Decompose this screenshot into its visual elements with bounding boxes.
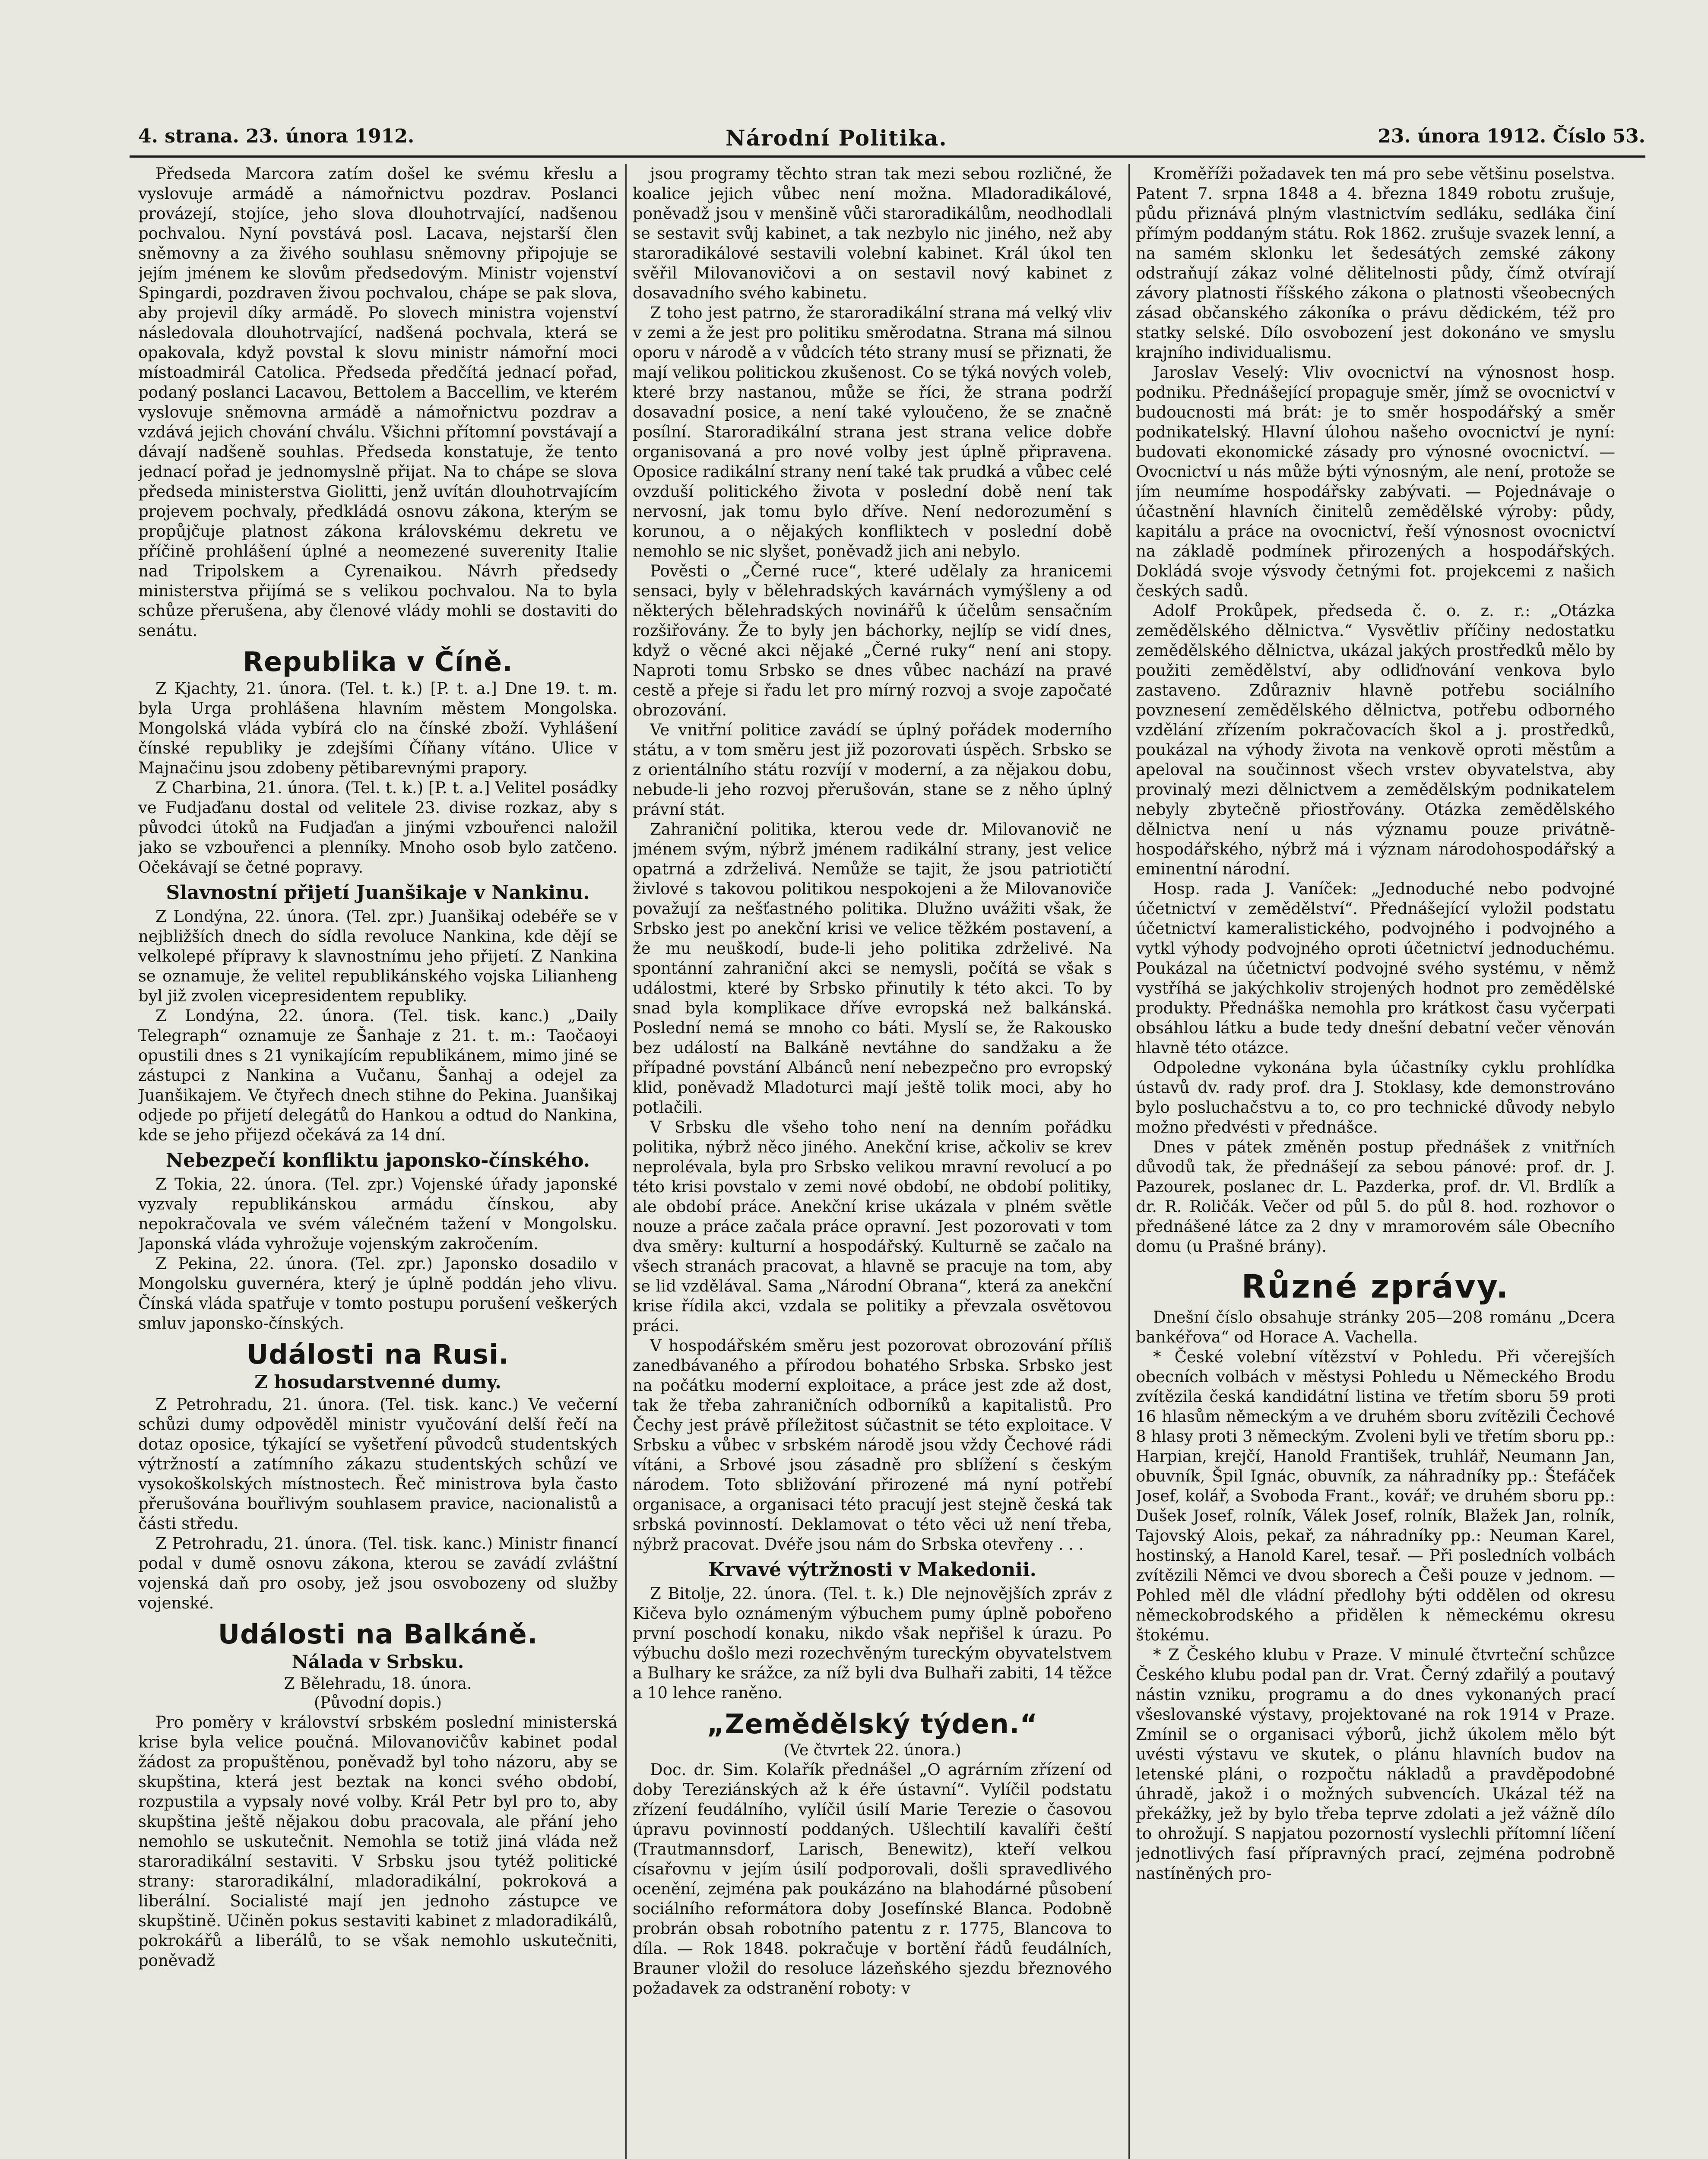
- article-paragraph: jsou programy těchto stran tak mezi sebou rozličné, že koalice jejich vůbec není možna. Mladoradikálové, poněvadž jsou v menšině vůči staroradikálům, neodhodlali se sestavit svůj kabinet, a tak nezbylo nic jiného, než aby staroradikálové sestavili volební kabinet. Král úkol ten svěřil Milovanovičovi a on sestavil nový kabinet z dosavadního svého kabinetu.: [633, 165, 1112, 302]
- page-header: [130, 125, 1645, 155]
- news-item: Z Pekina, 22. února. (Tel. zpr.) Japonsko dosadilo v Mongolsku guvernéra, který je úplně poddán jeho vlivu. Čínská vláda spatřuje v tomto postupu porušení veškerých smluv japonsko-čínských.: [138, 1254, 618, 1333]
- article-paragraph: Dnešní číslo obsahuje stránky 205—208 románu „Dcera bankéřova“ od Horace A. Vachella.: [1136, 1308, 1615, 1346]
- column-3: [1136, 164, 1615, 2159]
- article-paragraph: Zahraniční politika, kterou vede dr. Milovanovič ne jménem svým, nýbrž jménem radikální strany, jest velice opatrná a zdrželivá. Nemůže se tajit, že jsou patriotičtí živlové s takovou politikou nespokojeni a že Milovanoviče považují za nešťastného politika. Dlužno uvážiti však, že Srbsko jest po anekční krisi ve velice těžkém postavení, a že mu neuškodí, bude-li jeho politika zdrželivé. Na spontánní zahraniční akci se nemysli, počítá se však s událostmi, které by Srbsko přinutily k této akci. To by snad byla komplikace dříve evropská než balkánská. Poslední nemá se mnoho co báti. Myslí se, že Rakousko bez událostí na Balkáně nevtáhne do sandžaku a že případné povstání Albánců není nebezpečno pro evropský klid, poněvadž Mladoturci mají ještě tolik moci, aby ho potlačili.: [633, 820, 1112, 1117]
- article-paragraph: V hospodářském směru jest pozorovat obrozování příliš zanedbávaného a přírodou bohatého Srbska. Srbsko jest na počátku moderní exploitace, a práce jest zde až dost, tak že třeba zahraničních odborníků a kapitalistů. Pro Čechy jest právě příležitost súčastnit se této exploitace. V Srbsku a vůbec v srbském národě jsou vždy Čechové rádi vítáni, a Srbové jsou zásadně pro sblížení s českým národem. Toto sbližování přirozené má nyní potřebí organisace, a organisaci této pracují jest stejně česká tak srbská povinností. Deklamovat o této věci už není třeba, nýbrž pracovat. Dvéře jsou nám do Srbska otevřeny . . .: [633, 1336, 1112, 1554]
- article-paragraph: Kroměříži požadavek ten má pro sebe většinu poselstva. Patent 7. srpna 1848 a 4. března 1849 robotu zrušuje, půdu přiznává plným vlastnictvím sedláku, sedláka činí přímým poddaným státu. Rok 1862. zrušuje svazek lenní, a na samém sklonku let šedesátých zemské zákony odstraňují zákaz volné dělitelnosti půdy, čímž otvírají závory platnosti říšského zákona o platnosti všeobecných zásad občanského zákoníka o právu dědickém, též pro statky selské. Dílo osvobození jest dokonáno ve smyslu krajního individualismu.: [1136, 165, 1615, 362]
- news-item: Z Tokia, 22. února. (Tel. zpr.) Vojenské úřady japonské vyzvaly republikánskou armádu čínskou, aby nepokračovala ve svém válečném tažení v Mongolsku. Japonská vláda vyhrožuje vojenským zakročením.: [138, 1175, 618, 1253]
- article-paragraph: Pověsti o „Černé ruce“, které udělaly za hranicemi sensaci, byly v bělehradských kavárnách vymýšleny a od některých bělehradských novinářů k účelům sensačním rozšiřovány. Že to byly jen báchorky, nejlíp se vidí dnes, když o věcné akci nějaké „Černé ruky“ není ani stopy. Naproti tomu Srbsko se dnes vůbec nachází na pravé cestě a přeje si řadu let pro mírný rozvoj a svoje započaté obrozování.: [633, 562, 1112, 719]
- headline-agricultural-week: „Zemědělský týden.“: [707, 1708, 1038, 1740]
- article-paragraph: Hosp. rada J. Vaníček: „Jednoduché nebo podvojné účetnictví v zemědělství“. Přednášející vyložil podstatu účetnictví kameralistického, podvojného i podvojného a vytkl výhody podvojného oproti účetnictví jednoduchému. Poukázal na účetnictví podvojné svého systému, v němž vystříhá se jakýchkoliv strojených hodnot pro zemědělské produkty. Přednáška nemohla pro krátkost času vyčerpati obsáhlou látku a bude tedy dnešní debatní večer věnován hlavně této otázce.: [1136, 880, 1615, 1057]
- article-paragraph: Předseda Marcora zatím došel ke svému křeslu a vyslovuje armádě a námořnictvu pozdrav. Poslanci provázejí, stojíce, jeho slova dlouhotrvající, nadšenou pochvalou. Nyní povstává posl. Lacava, nejstarší člen sněmovny a za živého souhlasu sněmovny připojuje se jejím jménem ke slovům předsedovým. Ministr vojenství Spingardi, pozdraven živou pochvalou, chápe se pak slova, aby projevil díky armádě. Po slovech ministra vojenství následovala dlouhotrvající, nadšená pochvala, která se opakovala, když povstal k slovu ministr námořní moci místoadmirál Catolica. Předseda předčítá jednací pořad, podaný poslanci Lacavou, Bettolem a Baccellim, ve kterém vyslovuje sněmovna armádě a námořnictvu pozdrav a vzdává jejich chování chválu. Všichni přítomní povstávají a dávají nadšeně souhlas. Předseda konstatuje, že tento jednací pořad je jednomyslně přijat. Na to chápe se slova předseda ministerstva Giolitti, jenž uvítán dlouhotrvajícím projevem pochvaly, předkládá osnovu zákona, kterým se propůjčuje platnost zákona královskému dekretu ve příčině prohlášení úplné a neomezené suverenity Italie nad Tripolskem a Cyrenaikou. Návrh předsedy ministerstva přijímá se s velikou pochvalou. Na to byla schůze přerušena, aby členové vlády mohli se dostaviti do senátu.: [138, 165, 618, 640]
- newspaper-title: Národní Politika.: [726, 125, 947, 151]
- week-subtitle: (Ve čtvrtek 22. února.): [783, 1741, 961, 1759]
- column-divider: [625, 164, 627, 2159]
- subheadline-duma: Z hosudarstvenné dumy.: [254, 1371, 501, 1393]
- headline-various-news: Různé zprávy.: [1241, 1268, 1510, 1305]
- news-item: Z Charbina, 21. února. (Tel. t. k.) [P. t. a.] Velitel posádky ve Fudjaďanu dostal od velitele 23. divise rozkaz, aby s původci útoků na Fudjaďan a jinými vzbouřenci naložil jako se vzbouřenci a plenníky. Mnoho osob bylo zatčeno. Očekávají se četné popravy.: [138, 779, 618, 877]
- column-divider: [1128, 164, 1130, 2159]
- headline-nanking: Slavnostní přijetí Juanšikaje v Nankinu.: [166, 882, 590, 904]
- headline-japan-china-conflict: Nebezpečí konfliktu japonsko-čínského.: [165, 1149, 590, 1171]
- issue-date-number: 23. února 1912. Číslo 53.: [1378, 125, 1645, 147]
- article-paragraph: Adolf Prokůpek, předseda č. o. z. r.: „Otázka zemědělského dělnictva.“ Vysvětliv příčiny nedostatku zemědělského dělnictva, ukázal jakých prostředků mělo by použiti zemědělství, aby odliďnování venkova bylo zastaveno. Zdůrazniv hlavně potřebu sociálního povznesení zemědělského dělnictva, potřebu odborného vzdělání zřízením pokračovacích škol a j. prostředků, poukázal na výhody života na venkově oproti městům a apeloval na součinnost všech vrstev obyvatelstva, aby provinalý mezi dělnictvem a zemědělským podnikatelem nebyly zbytečně přiostřovány. Otázka zemědělského dělnictva není u nás významu pouze privátně-hospodářského, nýbrž má i význam národohospodářský a eminentní národní.: [1136, 601, 1615, 878]
- page-number-date: 4. strana. 23. února 1912.: [138, 125, 415, 147]
- news-item: * České volební vítězství v Pohledu. Při včerejších obecních volbách v městysi Pohledu u Německého Brodu zvítězila česká kandidátní listina ve třetím sboru 59 proti 16 hlasům německým a ve druhém sboru zvítězili Čechové 8 hlasy proti 3 německým. Zvoleni byli ve třetím sboru pp.: Harpian, krejčí, Hanold František, truhlář, Neumann Jan, obuvník, Špil Ignác, obuvník, za náhradníky pp.: Štefáček Josef, kolář, a Svoboda Frant., kovář; ve druhém sboru pp.: Dušek Josef, rolník, Válek Josef, rolník, Blažek Jan, rolník, Tajovský Alois, pekař, za náhradníky pp.: Neuman Karel, hostinský, a Hanold Karel, tesař. — Při posledních volbách zvítězili Němci ve dvou sborech a Češi pouze v jednom. — Pohled měl dle vládní předlohy býti oddělen od okresu německobrodského a přidělen k německému okresu štokému.: [1136, 1348, 1615, 1644]
- news-item: Z Kjachty, 21. února. (Tel. t. k.) [P. t. a.] Dne 19. t. m. byla Urga prohlášena hlavním městem Mongolska. Mongolská vláda vybírá clo na čínské zboží. Vyhlášení čínské republiky je zdejšími Číňany vítáno. Ulice v Majnačinu jsou zdobeny pětibarevnými prapory.: [138, 679, 618, 777]
- news-item: Z Petrohradu, 21. února. (Tel. tisk. kanc.) Ministr financí podal v dumě osnovu zákona, kterou se zavádí zvláštní vojenská daň pro osoby, jež jsou osvobozeny od služby vojenské.: [138, 1534, 618, 1612]
- news-item: Z Bitolje, 22. února. (Tel. t. k.) Dle nejnovějších zpráv z Kičeva bylo oznámeným výbuchem pumy úplně pobořeno první poschodí konaku, nikdo však nepřišel k úrazu. Po výbuchu došlo mezi rozechvěným tureckým obyvatelstvem a Bulhary ke srážce, za níž byli dva Bulhaři zabiti, 14 těžce a 10 lehce raněno.: [633, 1584, 1112, 1702]
- article-paragraph: Dnes v pátek změněn postup přednášek z vnitřních důvodů tak, že přednášejí za sebou pánové: prof. dr. J. Pazourek, poslanec dr. L. Pazderka, prof. dr. Vl. Brdlík a dr. R. Roličák. Večer od půl 5. do půl 8. hod. rozhovor o přednášené látce za 2 dny v mramorovém sále Obecního domu (u Prašné brány).: [1136, 1138, 1615, 1256]
- header-rule: [130, 155, 1645, 158]
- column-2: [633, 164, 1112, 2159]
- article-paragraph: Odpoledne vykonána byla účastníky cyklu prohlídka ústavů dv. rady prof. dra J. Stoklasy, kde demonstrováno bylo posluchačstvu a to, co pro technické důvody nebylo možno předvésti v přednášce.: [1136, 1058, 1615, 1136]
- newspaper-page: [130, 117, 1645, 2159]
- article-paragraph: Pro poměry v království srbském poslední ministerská krise byla velice poučná. Milovanovičův kabinet podal žádost za propuštěnou, poněvadž byl toho názoru, aby se skupština, která jest beztak na konci svého období, rozpustila a vypsaly nové volby. Král Petr byl pro to, aby skupština ještě nějakou dobu pracovala, ale přání jeho nemohlo se uskutečnit. Nemohla se totiž jiná vláda než staroradikální sestaviti. V Srbsku jsou tytéž politické strany: staroradikální, mladoradikální, pokroková a liberální. Socialisté mají jen jednoho zástupce ve skupštině. Učiněn pokus sestaviti kabinet z mladoradikálů, pokrokářů a liberálů, to se však nemohlo uskutečniti, poněvadž: [138, 1713, 618, 1970]
- article-paragraph: V Srbsku dle všeho toho není na denním pořádku politika, nýbrž něco jiného. Anekční krise, ačkoliv se krev neprolévala, byla pro Srbsko velikou mravní revolucí a po této krisi povstalo v zemi nové období, ne období politiky, ale období práce. Anekční krise ukázala v plném světle nouze a práce začala práce opravní. Jest pozorovati v tom dva směry: kulturní a hospodářský. Kulturně se začalo na všech stranách pracovat, a hlavně se pracuje na tom, aby se lid vzdělával. Sama „Národní Obrana“, která za anekční krise řídila akci, vzdala se politiky a převzala osvětovou práci.: [633, 1118, 1112, 1335]
- column-1: [138, 164, 618, 2159]
- news-item: Z Londýna, 22. února. (Tel. zpr.) Juanšikaj odebéře se v nejbližších dnech do sídla revoluce Nankina, kde dějí se velkolepé přípravy k slavnostnímu jeho přijetí. Z Nankina se oznamuje, že velitel republikánského vojska Lilianheng byl již zvolen vicepresidentem republiky.: [138, 907, 618, 1005]
- news-item: Z Londýna, 22. února. (Tel. tisk. kanc.) „Daily Telegraph“ oznamuje ze Šanhaje z 21. t. m.: Taočaoyi opustili dnes s 21 vynikajícím republikánem, mimo jiné se zástupci z Nankina a Vučanu, Šanhaj a odejel za Juanšikajem. Ve čtyřech dnech stihne do Pekina. Juanšikaj odjede po přijetí delegátů do Hankou a odtud do Nankina, kde se jeho přijezd očekává za 14 dní.: [138, 1007, 618, 1144]
- subheadline-serbia: Nálada v Srbsku.: [292, 1651, 464, 1672]
- news-item: * Z Českého klubu v Praze. V minulé čtvrteční schůzce Českého klubu podal pan dr. Vrat. Černý zdařilý a poutavý nástin vzniku, programu a do dnes vykonaných prací všeslovanské výstavy, projektované na rok 1914 v Praze. Zmínil se o organisaci výborů, jichž úkolem mělo být uvésti výstavu ve skutek, o plánu hlavních budov na letenské pláni, o rozpočtu nákladů a pravděpodobné úhradě, jakož i o možných subvencích. Ukázal též na překážky, jež by bylo třeba teprve zdolati a jež vážně dílo to ohrožují. S napjatou pozorností vyslechli přítomní líčení jednotlivých fasí přípravných prací, zejména podrobně nastíněných pro-: [1136, 1646, 1615, 1883]
- dateline: Z Bělehradu, 18. února.: [284, 1675, 472, 1693]
- article-paragraph: Ve vnitřní politice zavádí se úplný pořádek moderního státu, a v tom směru jest již pozorovati úspěch. Srbsko se z orientálního státu rozvíjí v moderní, a za nějakou dobu, nebude-li jeho rozvoj přerušován, stane se z něho úplný právní stát.: [633, 721, 1112, 819]
- news-item: Z Petrohradu, 21. února. (Tel. tisk. kanc.) Ve večerní schůzi dumy odpověděl ministr vyučování delší řečí na dotaz oposice, týkající se vyšetření původců studentských výtržností a zatímního zákazu studentských schůzí ve vysokoškolských místnostech. Řeč ministrova byla často přerušována bouřlivým souhlasem pravice, nacionalistů a části středu.: [138, 1395, 618, 1533]
- headline-republic-china: Republika v Číně.: [243, 646, 513, 677]
- article-paragraph: Jaroslav Veselý: Vliv ovocnictví na výnosnost hosp. podniku. Přednášející propaguje směr, jímž se ovocnictví v budoucnosti má brát: je to směr hospodářský a směr podnikatelský. Hlavní úlohou našeho ovocnictví je nyní: budovati ekonomické zásady pro výnosné ovocnictví. — Ovocnictví u nás může býti výnosným, ale není, protože se jím neumíme hospodářsky zabývati. — Pojednávaje o účastnění hlavních činitelů zemědělské výroby: půdy, kapitálu a práce na ovocnictví, řeší výnosnost ovocnictví na základě podmínek přirozených a hospodářských. Dokládá svoje výsvody četnými fot. projekcemi z našich českých sadů.: [1136, 363, 1615, 600]
- original-letter-note: (Původní dopis.): [314, 1694, 442, 1712]
- headline-macedonia: Krvavé výtržnosti v Makedonii.: [708, 1559, 1036, 1581]
- headline-balkans: Události na Balkáně.: [218, 1618, 538, 1650]
- headline-russia: Události na Rusi.: [247, 1339, 509, 1370]
- article-paragraph: Z toho jest patrno, že staroradikální strana má velký vliv v zemi a že jest pro politiku směrodatna. Strana má silnou oporu v národě a v vůdcích této strany musí se přiznati, že mají velikou politickou zkušenost. Co se týká nových voleb, které brzy nastanou, může se říci, že strana podrží dosavadní posice, a není také vyloučeno, že se značně posílní. Staroradikální strana jest strana velice dobře organisovaná a pro nové volby jest úplně připravena. Oposice radikální strany není také tak prudká a vůbec celé ovzduší politického života v poslední době není tak nervosní, jak tomu bylo dříve. Není nedorozumění s korunou, a o nějakých konfliktech v poslední době nemohlo se nic slyšet, poněvadž jich ani nebylo.: [633, 304, 1112, 560]
- article-paragraph: Doc. dr. Sim. Kolařík přednášel „O agrárním zřízení od doby Tereziánských až k éře ústavní“. Vylíčil podstatu zřízení feudálního, vylíčil úsilí Marie Terezie o časovou úpravu povinností poddaných. Ušlechtilí kavalíři čeští (Trautmannsdorf, Larisch, Benewitz), kteří velkou císařovnu v jejím úsilí podporovali, došli spravedlivého ocenění, zejména pak poukázáno na blahodárné působení sociálního reformátora doby Josefínské Blanca. Podobně probrán obsah robotního patentu z r. 1775, Blancova to díla. — Rok 1848. pokračuje v bortění řádů feudálních, Brauner vložil do resoluce lázeňského sjezdu březnového požadavek za odstranění roboty: v: [633, 1760, 1112, 1998]
